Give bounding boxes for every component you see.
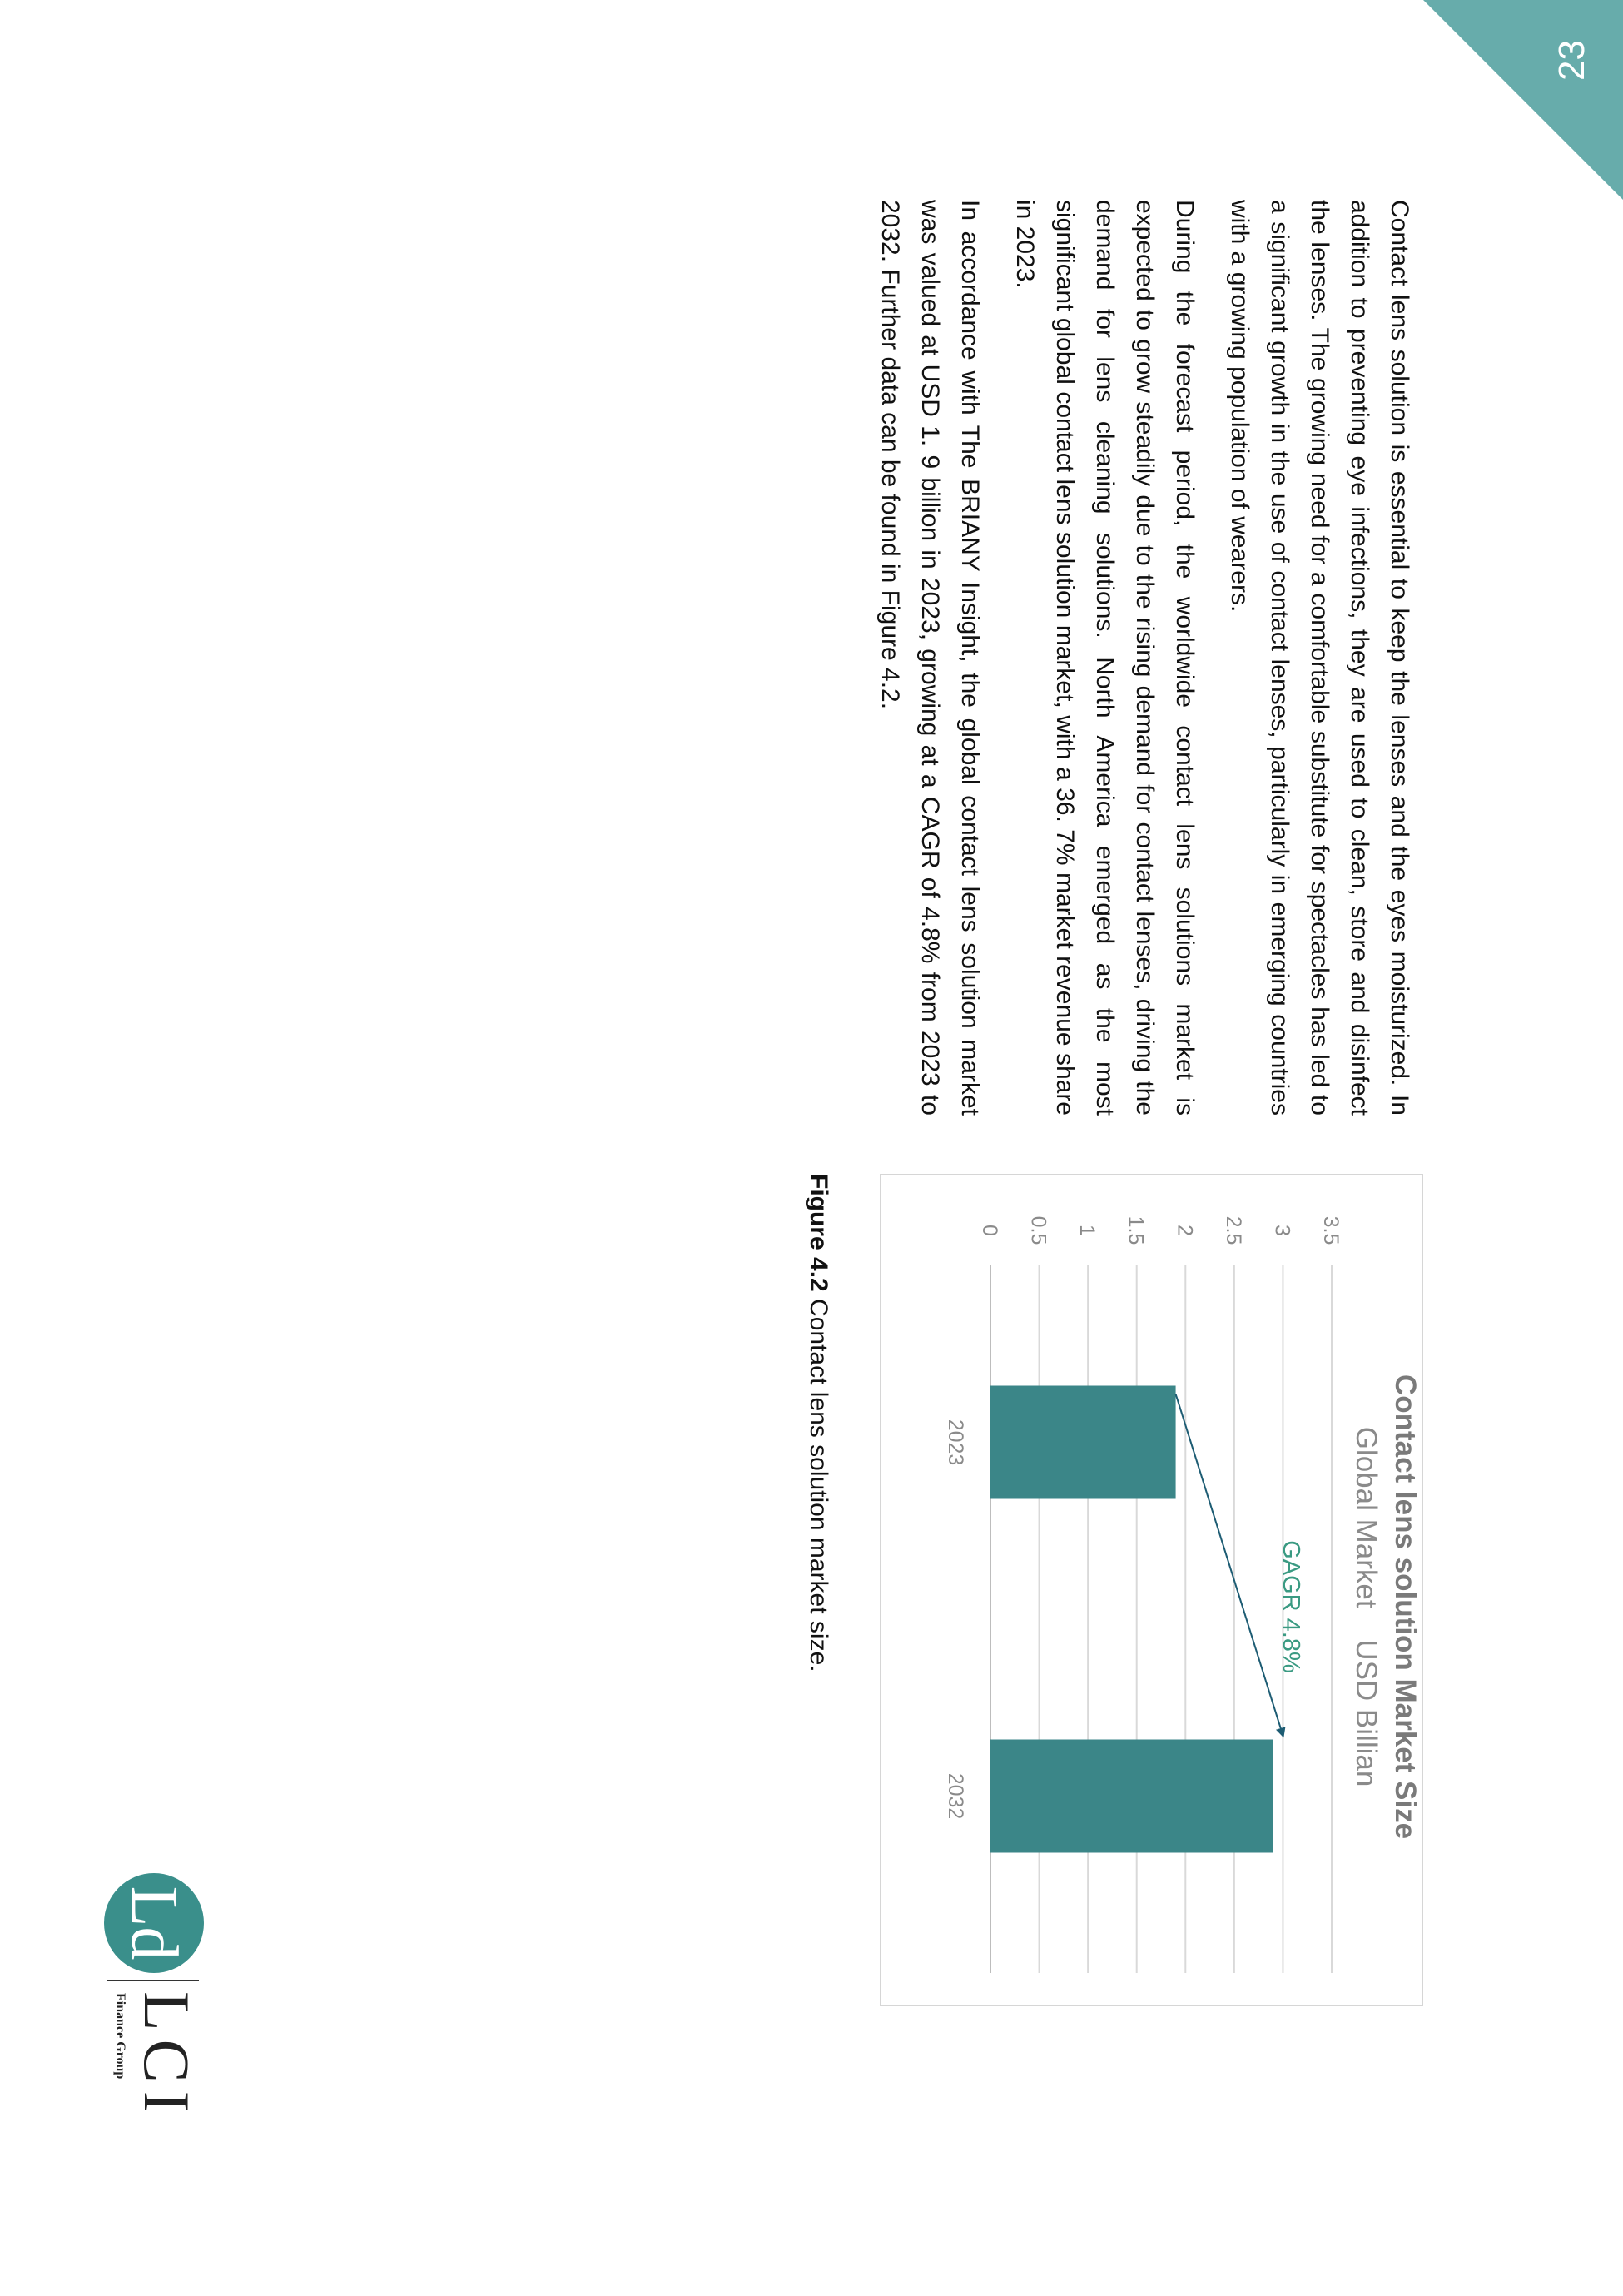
logo-name: LCI bbox=[131, 1991, 203, 2121]
paragraph-3: In accordance with The BRIANY Insight, the global contact lens solution market was valued at USD 1. 9 billion in 2023, growing at a CAGR of 4.8% from 2023 to 2032. Further data can be found in Figure 4.2. bbox=[876, 200, 984, 1116]
logo-subtitle: Finance Group bbox=[113, 1993, 127, 2080]
x-tick-label: 2023 bbox=[944, 1419, 967, 1466]
y-tick-label: 3 bbox=[1270, 1225, 1294, 1236]
logo-divider bbox=[107, 1980, 199, 1981]
company-logo bbox=[96, 1873, 204, 2181]
page-number: 23 bbox=[1551, 40, 1592, 81]
cagr-annotation: GAGR 4.8% bbox=[1278, 1540, 1304, 1673]
y-tick-label: 0 bbox=[978, 1225, 1001, 1236]
chart-title: Contact lens solution Market Size bbox=[1389, 1374, 1422, 1840]
chart-subtitle bbox=[1350, 1427, 1382, 1787]
y-tick-label: 1.5 bbox=[1124, 1215, 1148, 1245]
y-tick-label: 2.5 bbox=[1221, 1215, 1245, 1245]
bar-2032 bbox=[990, 1740, 1273, 1853]
caption-text: Contact lens solution market size. bbox=[805, 1291, 832, 1672]
y-tick-label: 0.5 bbox=[1026, 1215, 1050, 1245]
market-size-chart bbox=[824, 1174, 1423, 2006]
corner-triangle bbox=[1423, 0, 1623, 200]
logo-emblem bbox=[104, 1873, 204, 1973]
body-text bbox=[855, 200, 1419, 1116]
bar-2023 bbox=[990, 1386, 1176, 1499]
y-tick-label: 3.5 bbox=[1319, 1215, 1343, 1245]
x-tick-label: 2032 bbox=[944, 1772, 967, 1820]
chart-subtitle-unit: USD Billian bbox=[1350, 1639, 1382, 1787]
caption-label: Figure 4.2 bbox=[805, 1174, 832, 1292]
chart-frame bbox=[881, 1174, 1423, 2006]
paragraph-2: During the forecast period, the worldwide contact lens solutions market is expected to grow steadily due to the rising demand for contact lenses, driving the demand for lens cleaning solutions. North America emerged as the most significant global contact lens solution market, with a 36. 7% market revenue share in 2023. bbox=[1011, 200, 1199, 1116]
y-tick-label: 1 bbox=[1075, 1225, 1099, 1236]
figure-caption bbox=[804, 1174, 832, 1672]
chart-subtitle-market: Global Market bbox=[1350, 1426, 1382, 1608]
y-tick-label: 2 bbox=[1173, 1225, 1197, 1236]
chart-svg bbox=[824, 1174, 1423, 2006]
paragraph-1: Contact lens solution is essential to keep the lenses and the eyes moisturized. In addition to preventing eye infections, they are used to clean, store and disinfect the lenses. The growing need for a comfortable substitute for spectacles has led to a significant growth in the use of contact lenses, particularly in emerging countries with a growing population of wearers. bbox=[1226, 200, 1413, 1116]
logo-monogram: Ld bbox=[117, 1886, 191, 1961]
